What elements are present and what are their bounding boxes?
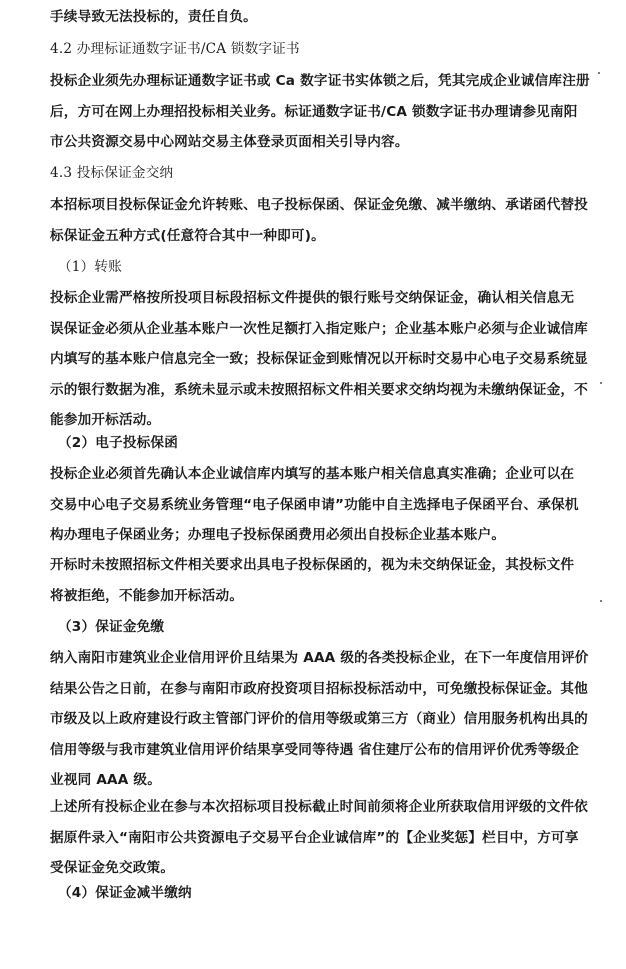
- section-4-3-body: 本招标项目投标保证金允许转账、电子投标保函、保证金免缴、减半缴纳、承诺函代替投标保证金五种方式(任意符合其中一种即可)。: [50, 197, 588, 244]
- scan-speck: [600, 382, 602, 384]
- intro-tail-text: 手续导致无法投标的，责任自负。: [50, 9, 257, 25]
- item-3-title: （3）保证金免缴: [58, 619, 165, 635]
- item-1-title: （1）转账: [58, 259, 123, 275]
- item-2-title: （2）电子投标保函: [58, 435, 179, 451]
- section-4-2-body: 投标企业须先办理标证通数字证书或 Ca 数字证书实体锁之后，凭其完成企业诚信库注册后，方可在网上办理招投标相关业务。标证通数字证书/CA 锁数字证书办理请参见南阳市公共资源交易中心网站交易主体登录页面相关引导内容。: [50, 73, 590, 150]
- section-4-3-title: 4.3 投标保证金交纳: [50, 165, 174, 181]
- scan-speck: [598, 72, 600, 74]
- section-4-2-title: 4.2 办理标证通数字证书/CA 锁数字证书: [50, 41, 300, 57]
- item-2-body-1: 投标企业必须首先确认本企业诚信库内填写的基本账户相关信息真实准确；企业可以在 交易中心电子交易系统业务管理“电子保函申请”功能中自主选择电子保函平台、承保机构办理电子保函业务；办理电子投标保函费用必须出自投标企业基本账户。: [50, 466, 579, 543]
- item-3-body-1: 纳入南阳市建筑业企业信用评价且结果为 AAA 级的各类投标企业，在下一年度信用评价 结果公告之日前，在参与南阳市政府投资项目招标投标活动中，可免缴投标保证金。其他市级及以上政府建设行政主管部门评价的信用等级或第三方（商业）信用服务机构出具的信用等级与我市建筑业信用评价结果享受同等待遇 省住建厅公布的信用评价优秀等级企业视同 AAA 级。: [50, 650, 589, 788]
- item-4-title: （4）保证金减半缴纳: [58, 885, 192, 901]
- item-1-body: 投标企业需严格按所投项目标段招标文件提供的银行账号交纳保证金，确认相关信息无 误保证金必须从企业基本账户一次性足额打入指定账户；企业基本账户必须与企业诚信库 内填写的基本账户信息完全一致；投标保证金到账情况以开标时交易中心电子交易系统显示的银行数据为准，系统未显示或未按照招标文件相关要求交纳均视为未缴纳保证金，不能参加开标活动。: [50, 290, 588, 428]
- scan-speck: [600, 600, 602, 602]
- item-3-body-2: 上述所有投标企业在参与本次招标项目投标截止时间前须将企业所获取信用评级的文件依据原件录入“南阳市公共资源电子交易平台企业诚信库”的【企业奖惩】栏目中，方可享受保证金免交政策。: [50, 799, 588, 876]
- item-2-body-2: 开标时未按照招标文件相关要求出具电子投标保函的，视为未交纳保证金，其投标文件 将被拒绝，不能参加开标活动。: [50, 557, 575, 604]
